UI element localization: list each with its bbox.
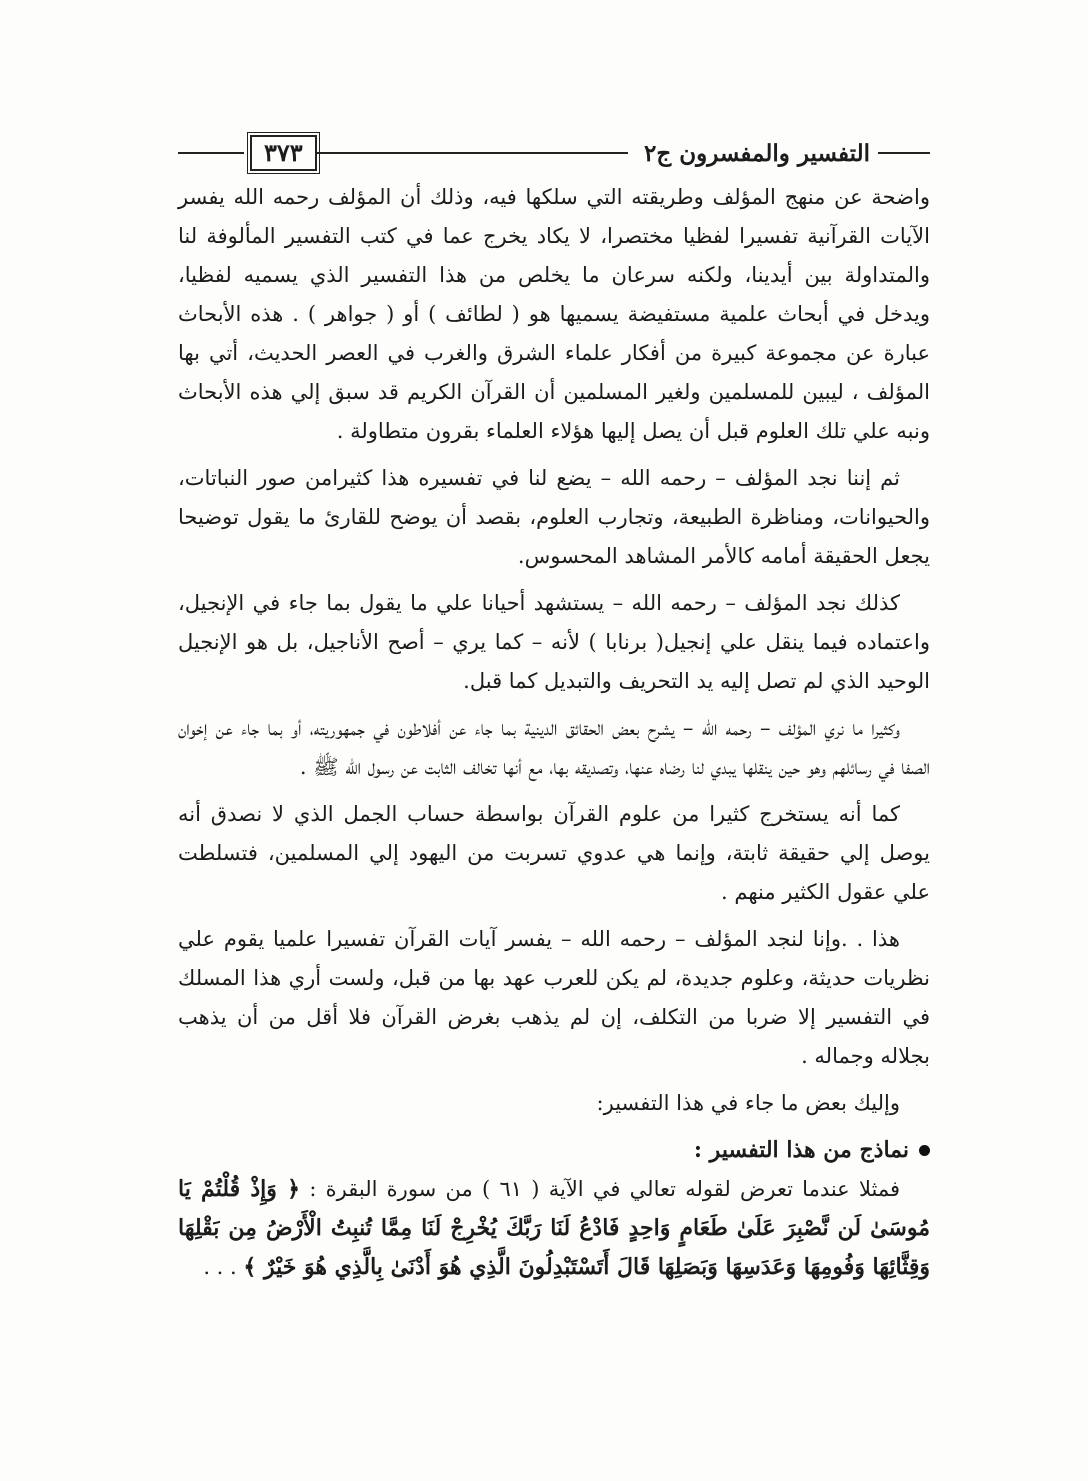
paragraph: وإليك بعض ما جاء في هذا التفسير: <box>596 1091 900 1115</box>
section-heading-text: نماذج من هذا التفسير : <box>693 1137 909 1163</box>
paragraph: ثم إننا نجد المؤلف – رحمه الله – يضع لنا في تفسيره هذا كثيرامن صور النباتات، والحيوانات، ومناظرة الطبيعة، وتجارب العلوم، بقصد أن يوضح للقارئ ما يقول توضيحا يجعل الحقيقة أمامه كالأمر المشاهد المحسوس. <box>178 466 930 568</box>
running-header <box>178 128 930 178</box>
section-heading <box>178 1131 930 1170</box>
bullet-icon <box>919 1145 930 1156</box>
paragraph: هذا . .وإنا لنجد المؤلف – رحمه الله – يفسر آيات القرآن تفسيرا علميا يقوم علي نظريات حديثة، وعلوم جديدة، لم يكن للعرب عهد بها من قبل، ولست أري هذا المسلك في التفسير إلا ضربا من التكلف، إن لم يذهب بغرض القرآن فلا أقل من أن يذهب بجلاله وجماله . <box>178 927 930 1068</box>
paragraph: كذلك نجد المؤلف – رحمه الله – يستشهد أحيانا علي ما يقول بما جاء في الإنجيل، واعتماده فيما ينقل علي إنجيل( برنابا ) لأنه – كما يري – أصح الأناجيل، بل هو الإنجيل الوحيد الذي لم تصل إليه يد التحريف والتبديل كما قبل. <box>178 591 930 693</box>
header-rule <box>878 152 930 154</box>
paragraph: واضحة عن منهج المؤلف وطريقته التي سلكها فيه، وذلك أن المؤلف رحمه الله يفسر الآيات القرآنية تفسيرا لفظيا مختصرا، لا يكاد يخرج عما في كتب التفسير المألوفة لنا والمتداولة بين أيدينا، ولكنه سرعان ما يخلص من هذا التفسير الذي يسميه لفظيا، ويدخل في أبحاث علمية مستفيضة يسميها هو ( لطائف ) أو ( جواهر ) . هذه الأبحاث عبارة عن مجموعة كبيرة من أفكار علماء الشرق والغرب في العصر الحديث، أتي بها المؤلف ، ليبين للمسلمين ولغير المسلمين أن القرآن الكريم قد سبق إلي هذه الأبحاث ونبه علي تلك العلوم قبل أن يصل إليها هؤلاء العلماء بقرون متطاولة . <box>178 185 930 443</box>
header-rule <box>317 152 628 154</box>
quran-verse: ﴿ وَإِذْ قُلْتُمْ يَا مُوسَىٰ لَن نَّصْبِرَ عَلَىٰ طَعَامٍ وَاحِدٍ فَادْعُ لَنَا رَبَّكَ يُخْرِجْ لَنَا مِمَّا تُنبِتُ الْأَرْضُ مِن بَقْلِهَا وَقِثَّائِهَا وَفُومِهَا وَعَدَسِهَا وَبَصَلِهَا قَالَ أَتَسْتَبْدِلُونَ الَّذِي هُوَ أَدْنَىٰ بِالَّذِي هُوَ خَيْرٌ ﴾ <box>178 1176 930 1280</box>
book-page <box>178 128 930 1295</box>
ellipsis: . . . <box>203 1255 237 1279</box>
paragraph: كما أنه يستخرج كثيرا من علوم القرآن بواسطة حساب الجمل الذي لا نصدق أنه يوصل إلي حقيقة ثابتة، وإنما هي عدوي تسربت من اليهود إلي المسلمين، فتسلطت علي عقول الكثير منهم . <box>178 802 930 904</box>
verse-intro: فمثلا عندما تعرض لقوله تعالي في الآية ( ٦١ ) من سورة البقرة : <box>309 1177 901 1201</box>
running-title: التفسير والمفسرون ج٢ <box>644 139 870 167</box>
header-rule <box>178 152 244 154</box>
paragraph <box>178 1170 930 1287</box>
paragraph: وكثيرا ما نري المؤلف – رحمه الله – يشرح بعض الحقائق الدينية بما جاء عن أفلاطون في جمهوريته، أو بما جاء عن إخوان الصفا في رسائلهم وهو حين ينقلها يبدي لنا رضاه عنها، وتصديقه بها، مع أنها تخالف الثابت عن رسول الله ﷺ . <box>178 716 930 779</box>
page-number: ٣٧٣ <box>250 135 317 171</box>
body-text <box>178 178 930 1287</box>
